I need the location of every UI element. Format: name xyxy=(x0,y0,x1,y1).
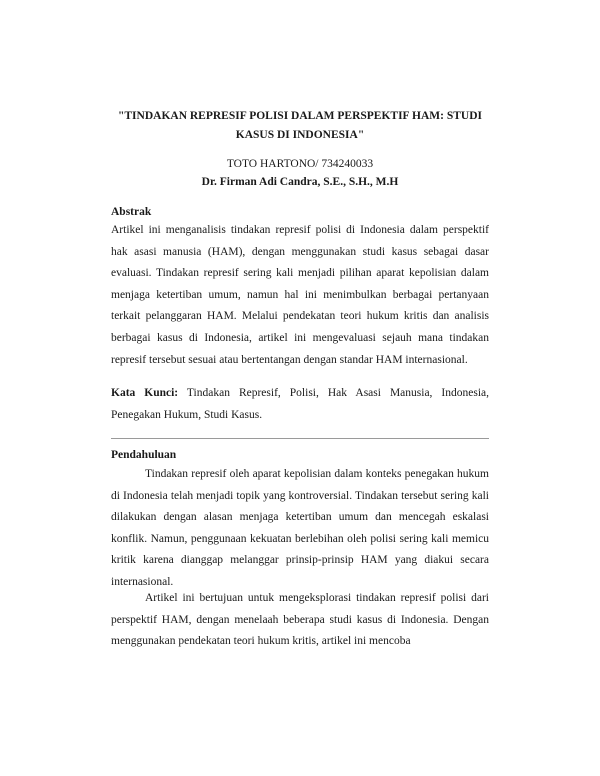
introduction-paragraph-2: Artikel ini bertujuan untuk mengeksplorasi tindakan represif polisi dari perspektif HAM, dengan menelaah beberapa studi kasus di Indonesia. Dengan menggunakan pendekatan teori hukum kritis, artikel ini mencoba xyxy=(111,592,489,648)
abstract-text: Artikel ini menganalisis tindakan represif polisi di Indonesia dalam perspektif hak asasi manusia (HAM), dengan menggunakan studi kasus sebagai dasar evaluasi. Tindakan represif sering kali menjadi pilihan aparat kepolisian dalam menjaga ketertiban umum, namun hal ini menimbulkan berbagai pertanyaan terkait pelanggaran HAM. Melalui pendekatan teori hukum kritis dan analisis berbagai kasus di Indonesia, artikel ini mengevaluasi sejauh mana tindakan represif tersebut sesuai atau bertentangan dengan standar HAM internasional. xyxy=(111,224,489,366)
author-line: TOTO HARTONO/ 734240033 xyxy=(226,158,374,170)
paper-title: "TINDAKAN REPRESIF POLISI DALAM PERSPEKTIF HAM: STUDI KASUS DI INDONESIA" xyxy=(118,110,482,141)
abstract-heading: Abstrak xyxy=(111,206,152,218)
keywords-text: Tindakan Represif, Polisi, Hak Asasi Manusia, Indonesia, Penegakan Hukum, Studi Kasus. xyxy=(111,387,490,421)
keywords-label: Kata Kunci: xyxy=(111,387,179,399)
keywords xyxy=(111,383,489,426)
supervisor-line: Dr. Firman Adi Candra, S.E., S.H., M.H xyxy=(201,176,399,188)
introduction-heading: Pendahuluan xyxy=(111,449,177,461)
introduction-paragraph-1: Tindakan represif oleh aparat kepolisian dalam konteks penegakan hukum di Indonesia telah menjadi topik yang kontroversial. Tindakan tersebut sering kali dilakukan dengan alasan menjaga ketertiban umum dan mencegah eskalasi konflik. Namun, penggunaan kekuatan berlebihan oleh polisi sering kali memicu kritik karena dianggap melanggar prinsip-prinsip HAM yang diakui secara internasional. xyxy=(111,468,489,588)
section-divider xyxy=(111,438,489,439)
